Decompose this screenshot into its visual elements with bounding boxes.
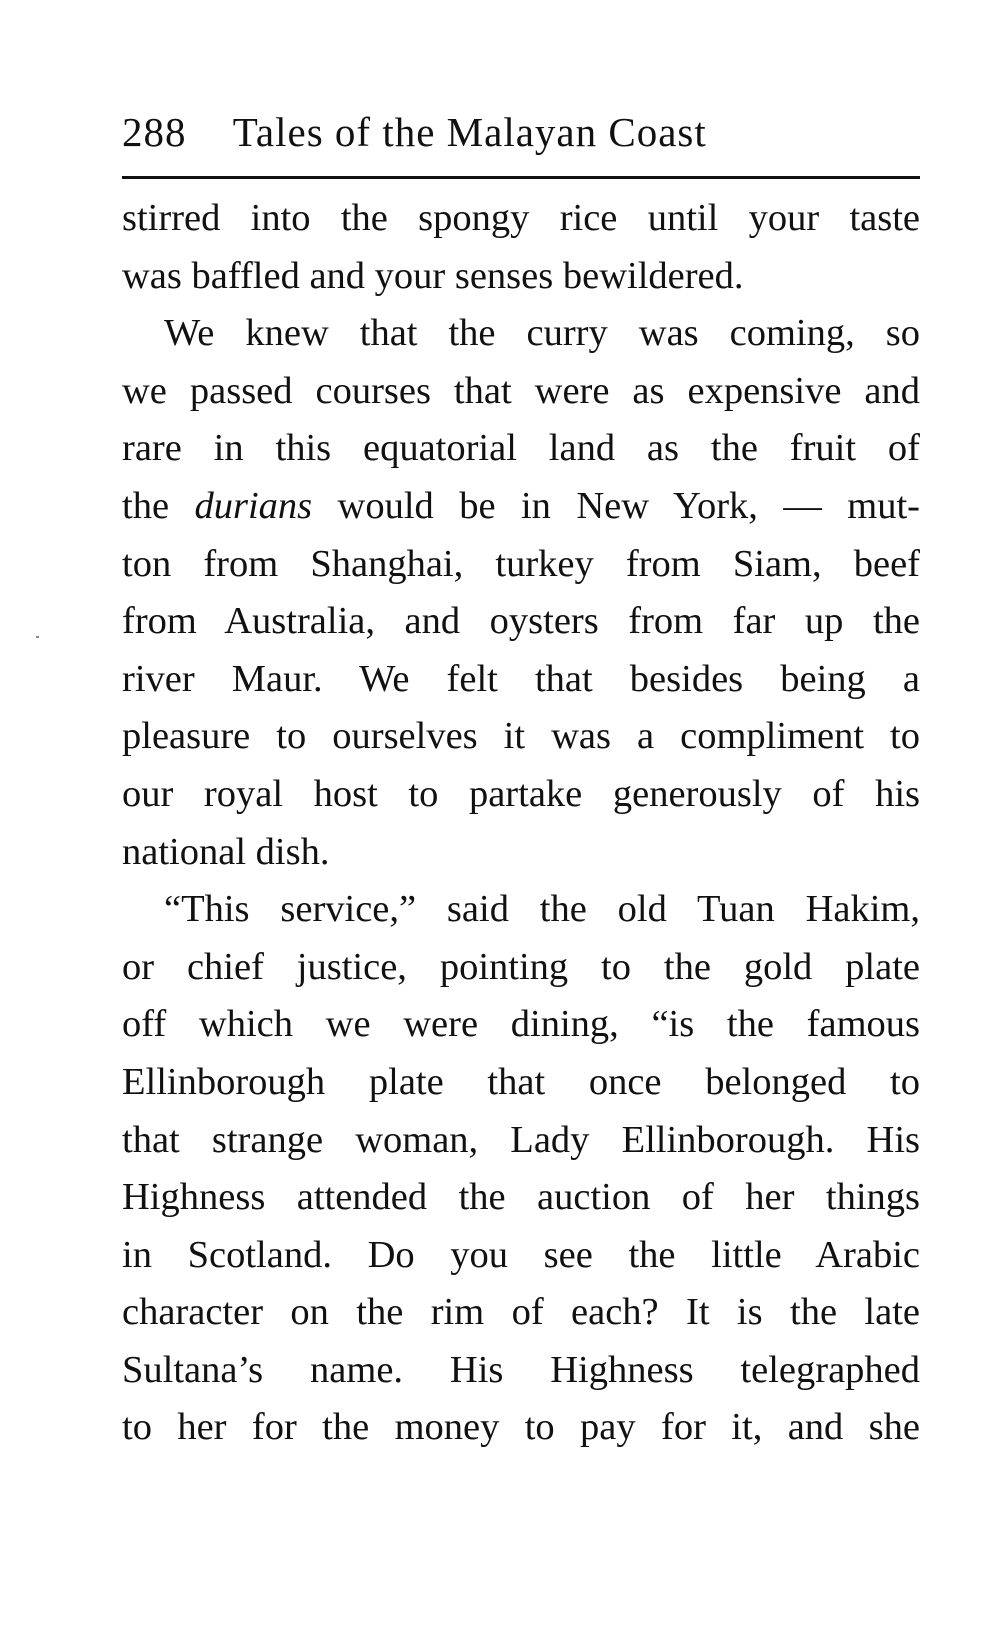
text-line: pleasure to ourselves it was a compliment to (122, 715, 920, 758)
text-line (122, 478, 920, 536)
text-line: we passed courses that were as expensive and (122, 369, 920, 412)
text-line: that strange woman, Lady Ellinborough. His (122, 1118, 920, 1161)
header-rule (122, 176, 920, 179)
body-text (122, 190, 920, 1457)
paragraph-1 (122, 190, 920, 305)
stray-ink-mark (36, 636, 39, 638)
text-line: from Australia, and oysters from far up the (122, 600, 920, 643)
text-line: rare in this equatorial land as the fruit of (122, 427, 920, 470)
text-line: character on the rim of each? It is the late (122, 1291, 920, 1334)
text-line: We knew that the curry was coming, so (164, 312, 920, 355)
text-line: Ellinborough plate that once belonged to (122, 1060, 920, 1103)
running-title: Tales of the Malayan Coast (232, 109, 707, 155)
page-number: 288 (122, 109, 187, 155)
text-line: in Scotland. Do you see the little Arabic (122, 1233, 920, 1276)
text-line: national dish. (122, 830, 330, 873)
text-line: ton from Shanghai, turkey from Siam, beef (122, 542, 920, 585)
paragraph-2 (122, 305, 920, 881)
page-header (122, 102, 922, 162)
text-line: “This service,” said the old Tuan Hakim, (164, 888, 920, 931)
text-line: stirred into the spongy rice until your taste (122, 197, 920, 239)
text-line: to her for the money to pay for it, and she (122, 1406, 920, 1449)
paragraph-3 (122, 881, 920, 1457)
text-line: river Maur. We felt that besides being a (122, 657, 920, 700)
text-line: or chief justice, pointing to the gold plate (122, 945, 920, 988)
text-line: Sultana’s name. His Highness telegraphed (122, 1348, 920, 1391)
italic-word: durians (194, 484, 313, 527)
text-line: Highness attended the auction of her things (122, 1176, 920, 1219)
text-fragment: would be in New York, — mut- (312, 484, 920, 527)
text-line: off which we were dining, “is the famous (122, 1003, 920, 1046)
text-fragment: the (122, 484, 195, 527)
text-line: our royal host to partake generously of his (122, 772, 920, 815)
text-line: was baffled and your senses bewildered. (122, 254, 744, 297)
